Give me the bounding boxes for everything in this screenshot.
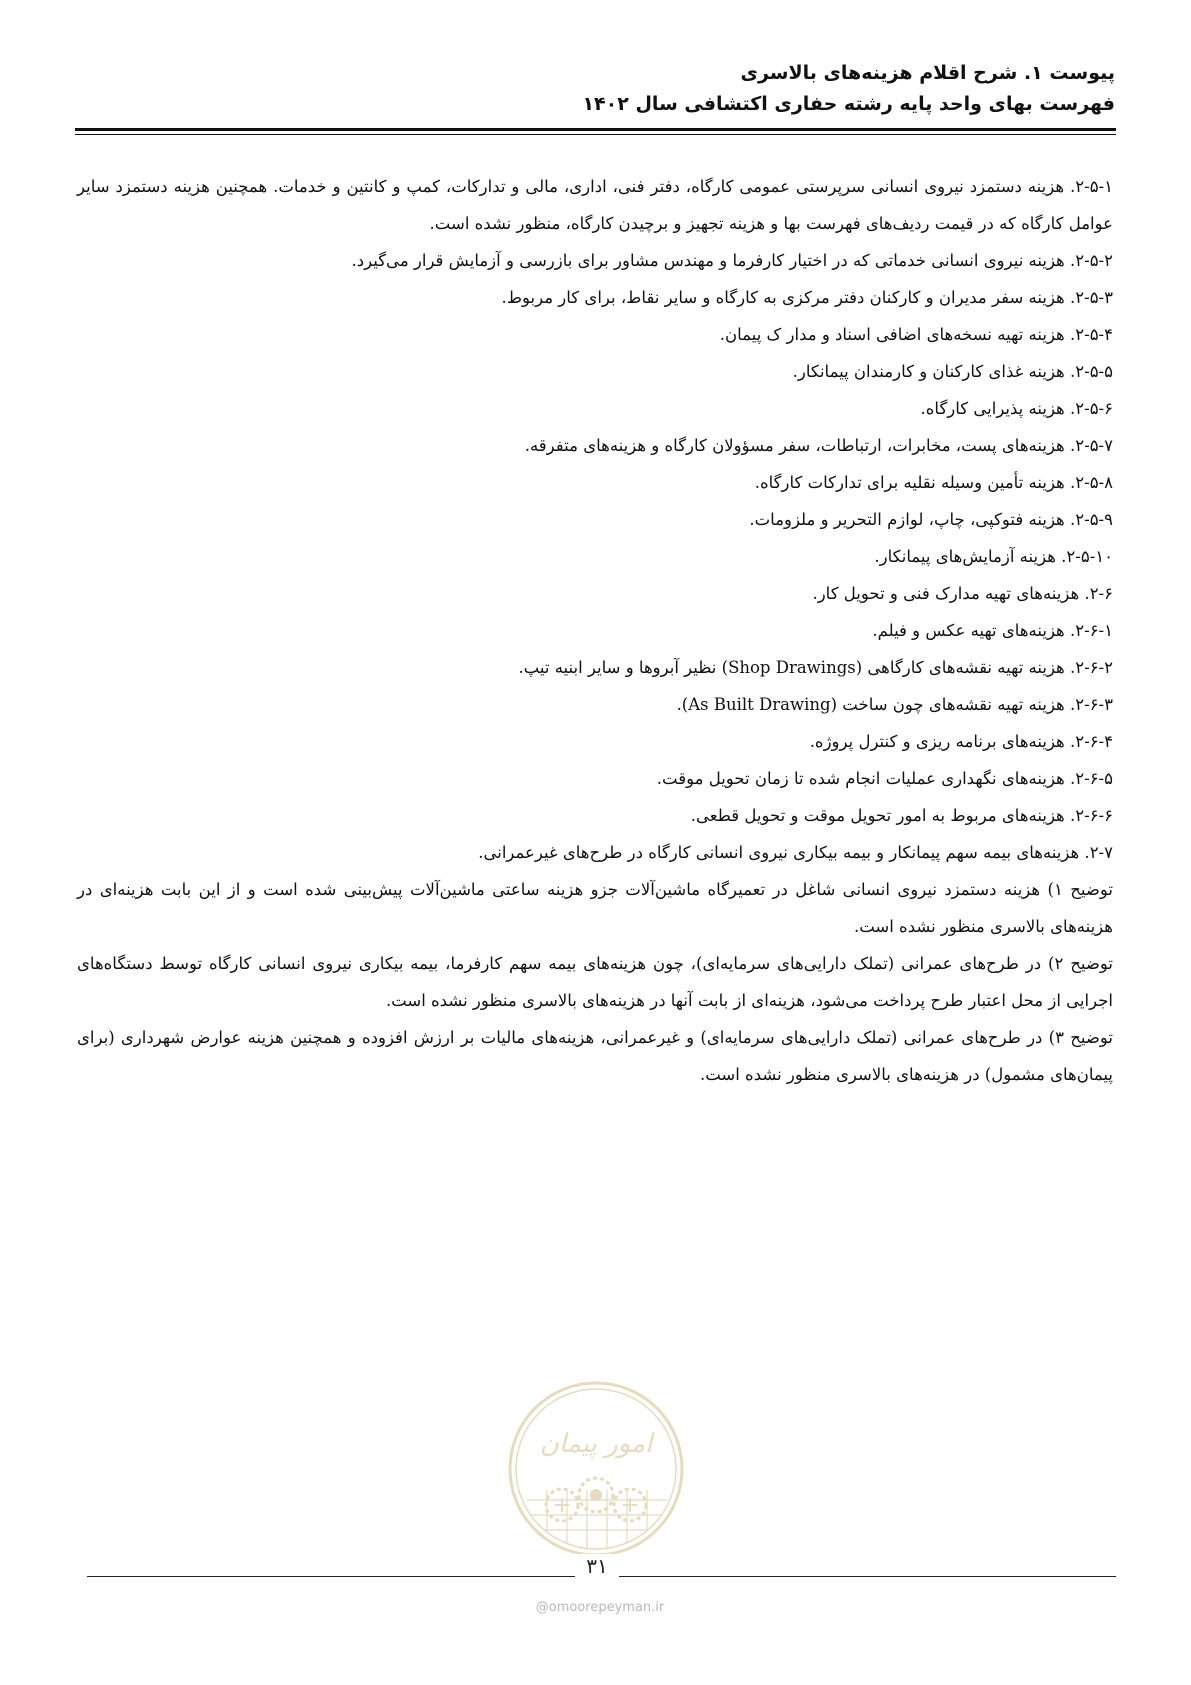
header-subtitle: فهرست بهای واحد پایه رشته حفاری اکتشافی سال ۱۴۰۲	[582, 93, 1115, 115]
paragraph-2-6-2: ۲-۶-۲. هزینه تهیه نقشه‌های کارگاهی (Shop Drawings) نظیر آبروها و سایر ابنیه تیپ.	[518, 658, 1113, 677]
paragraph-2-5-6: ۲-۵-۶. هزینه پذیرایی کارگاه.	[920, 399, 1113, 418]
page-header	[75, 58, 1115, 120]
document-body	[77, 168, 1113, 1093]
paragraph-2-6-6: ۲-۶-۶. هزینه‌های مربوط به امور تحویل موقت و تحویل قطعی.	[690, 806, 1113, 825]
paragraph-2-5-8: ۲-۵-۸. هزینه تأمین وسیله نقلیه برای تدارکات کارگاه.	[754, 473, 1113, 492]
note-1: توضیح ۱) هزینه دستمزد نیروی انسانی شاغل در تعمیرگاه ماشین‌آلات جزو هزینه ساعتی ماشین‌آلات پیش‌بینی شده است و از این بابت هزینه‌ای در هزینه‌های بالاسری منظور نشده است.	[77, 880, 1113, 936]
note-2: توضیح ۲) در طرح‌های عمرانی (تملک دارایی‌های سرمایه‌ای)، چون هزینه‌های بیمه سهم کارفرما، بیمه بیکاری نیروی انسانی کارگاه توسط دستگاه‌های اجرایی از محل اعتبار طرح پرداخت می‌شود، هزینه‌ای از بابت آنها در هزینه‌های بالاسری منظور نشده است.	[77, 954, 1113, 1010]
paragraph-2-6-1: ۲-۶-۱. هزینه‌های تهیه عکس و فیلم.	[872, 621, 1113, 640]
note-3: توضیح ۳) در طرح‌های عمرانی (تملک دارایی‌های سرمایه‌ای) و غیرعمرانی، هزینه‌های مالیات بر ارزش افزوده و همچنین هزینه عوارض شهرداری (برای پیمان‌های مشمول) در هزینه‌های بالاسری منظور نشده است.	[77, 1028, 1113, 1084]
watermark-text: امور پیمان	[539, 1429, 653, 1459]
paragraph-2-6-5: ۲-۶-۵. هزینه‌های نگهداری عملیات انجام شده تا زمان تحویل موقت.	[656, 769, 1113, 788]
header-rule-thin	[75, 134, 1116, 135]
paragraph-2-5-10: ۲-۵-۱۰. هزینه آزمایش‌های پیمانکار.	[874, 547, 1113, 566]
paragraph-2-7: ۲-۷. هزینه‌های بیمه سهم پیمانکار و بیمه بیکاری نیروی انسانی کارگاه در طرح‌های غیرعمرانی.	[478, 843, 1113, 862]
paragraph-2-6-3: ۲-۶-۳. هزینه تهیه نقشه‌های چون ساخت (As Built Drawing).	[676, 695, 1113, 714]
paragraph-2-5-3: ۲-۵-۳. هزینه سفر مدیران و کارکنان دفتر مرکزی به کارگاه و سایر نقاط، برای کار مربوط.	[501, 288, 1113, 307]
header-rule-thick	[75, 128, 1116, 131]
paragraph-2-6-4: ۲-۶-۴. هزینه‌های برنامه ریزی و کنترل پروژه.	[809, 732, 1113, 751]
paragraph-2-5-7: ۲-۵-۷. هزینه‌های پست، مخابرات، ارتباطات، سفر مسؤولان کارگاه و هزینه‌های متفرقه.	[524, 436, 1113, 455]
site-watermark-url: @omoorepeyman.ir	[535, 1600, 665, 1615]
paragraph-2-6: ۲-۶. هزینه‌های تهیه مدارک فنی و تحویل کار.	[812, 584, 1113, 603]
paragraph-2-5-1: ۲-۵-۱. هزینه دستمزد نیروی انسانی سرپرستی عمومی کارگاه، دفتر فنی، اداری، مالی و تدارکات، کمپ و کانتین و خدمات. همچنین هزینه دستمزد سایر عوامل کارگاه که در قیمت ردیف‌های فهرست بها و هزینه تجهیز و برچیدن کارگاه، منظور نشده است.	[77, 177, 1113, 233]
watermark-seal	[507, 1380, 685, 1558]
paragraph-2-5-5: ۲-۵-۵. هزینه غذای کارکنان و کارمندان پیمانکار.	[792, 362, 1113, 381]
paragraph-2-5-2: ۲-۵-۲. هزینه نیروی انسانی خدماتی که در اختیار کارفرما و مهندس مشاور برای بازرسی و آزمایش قرار می‌گیرد.	[351, 251, 1113, 270]
paragraph-2-5-4: ۲-۵-۴. هزینه تهیه نسخه‌های اضافی اسناد و مدار ک پیمان.	[719, 325, 1113, 344]
paragraph-2-5-9: ۲-۵-۹. هزینه فتوکپی، چاپ، لوازم التحریر و ملزومات.	[749, 510, 1113, 529]
watermark-seal-icon	[507, 1380, 685, 1558]
page-number: ۳۱	[575, 1554, 619, 1578]
header-title: پیوست ۱. شرح اقلام هزینه‌های بالاسری	[740, 62, 1115, 84]
